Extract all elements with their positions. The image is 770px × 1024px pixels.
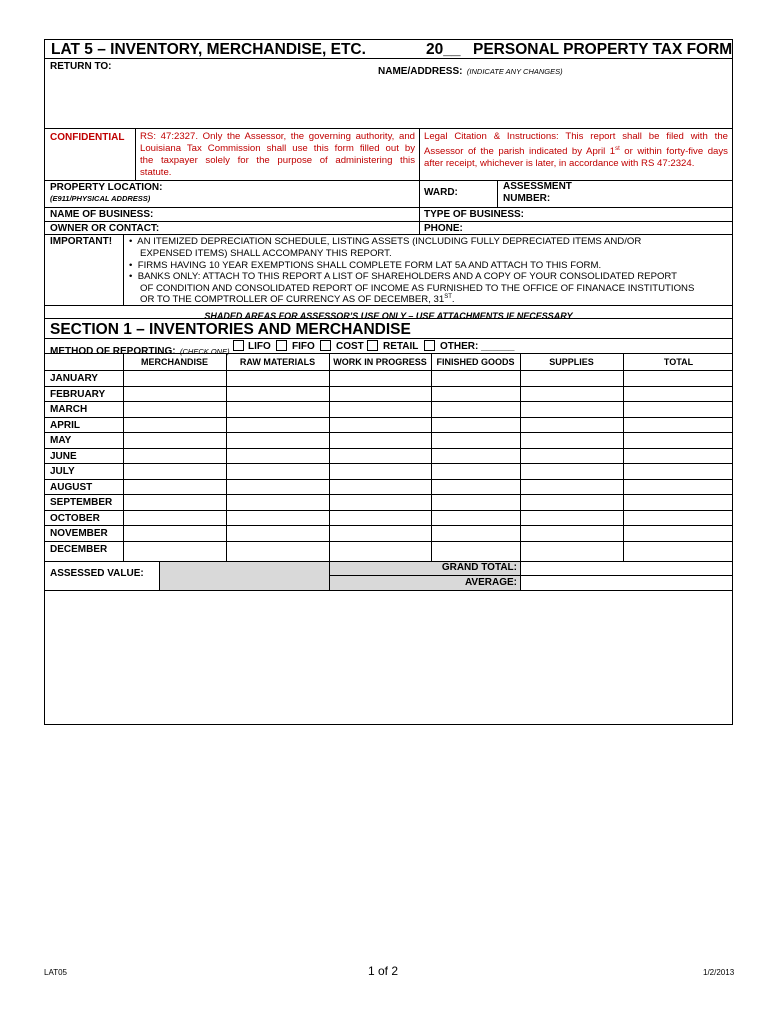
- shaded-areas-note: SHADED AREAS FOR ASSESSOR’S USE ONLY – USE ATTACHMENTS IF NECESSARY: [204, 311, 573, 321]
- bullet-3-cont: OF CONDITION AND CONSOLIDATED REPORT OF INCOME AS FURNISHED TO THE OFFICE OF FINANACE INSTITUTIONS: [140, 283, 695, 294]
- name-address-field[interactable]: [418, 74, 730, 128]
- form-title: LAT 5 – INVENTORY, MERCHANDISE, ETC.: [51, 41, 366, 58]
- legal-citation-text: Legal Citation & Instructions: This report shall be filed with the Assessor of the parish indicated by April 1st or within forty-five days after receipt, whichever is later, in accordance with RS 47:2324.: [424, 131, 728, 170]
- month-september: SEPTEMBER: [50, 497, 113, 508]
- col-work-in-progress: WORK IN PROGRESS: [333, 357, 427, 367]
- month-august: AUGUST: [50, 482, 93, 493]
- property-location-label: PROPERTY LOCATION:: [50, 182, 163, 193]
- assessment-number-label: NUMBER:: [503, 193, 551, 204]
- tax-form: [44, 39, 733, 725]
- form-year: 20__: [426, 41, 461, 58]
- form-code: LAT05: [44, 968, 67, 977]
- bullet-1-cont: EXPENSED ITEMS) SHALL ACCOMPANY THIS REPORT.: [140, 248, 392, 259]
- assessed-value-label: ASSESSED VALUE:: [50, 568, 144, 579]
- month-january: JANUARY: [50, 373, 98, 384]
- cost-label: COST: [336, 341, 364, 352]
- physical-address-note: (E911/PHYSICAL ADDRESS): [50, 194, 151, 203]
- lifo-label: LIFO: [248, 341, 271, 352]
- month-july: JULY: [50, 466, 75, 477]
- form-type-title: PERSONAL PROPERTY TAX FORM: [473, 41, 733, 58]
- bullet-2: • FIRMS HAVING 10 YEAR EXEMPTIONS SHALL COMPLETE FORM LAT 5A AND ATTACH TO THIS FORM.: [129, 260, 602, 271]
- return-to-field[interactable]: [47, 74, 417, 128]
- section-1-title: SECTION 1 – INVENTORIES AND MERCHANDISE: [50, 321, 411, 338]
- form-date: 1/2/2013: [703, 968, 735, 977]
- month-june: JUNE: [50, 451, 77, 462]
- business-name-label: NAME OF BUSINESS:: [50, 209, 154, 220]
- method-of-reporting: METHOD OF REPORTING: (CHECK ONE): [50, 346, 230, 357]
- owner-contact-label: OWNER OR CONTACT:: [50, 223, 160, 234]
- bullet-3-last: OR TO THE COMPTROLLER OF CURRENCY AS OF DECEMBER, 31ST.: [140, 294, 455, 306]
- month-march: MARCH: [50, 404, 88, 415]
- rs-statute-text: RS: 47:2327. Only the Assessor, the governing authority, and Louisiana Tax Commission shall use this form filled out by the taxpayer solely for the purpose of administering this statute.: [140, 131, 415, 178]
- fifo-checkbox[interactable]: [276, 340, 287, 351]
- average-label: AVERAGE:: [464, 577, 517, 588]
- phone-label: PHONE:: [424, 223, 463, 234]
- assessed-value-field[interactable]: [159, 561, 329, 590]
- return-to-label: RETURN TO:: [50, 61, 112, 72]
- important-label: IMPORTANT!: [50, 236, 113, 247]
- col-supplies: SUPPLIES: [549, 357, 594, 367]
- col-merchandise: MERCHANDISE: [140, 357, 208, 367]
- fifo-label: FIFO: [292, 341, 315, 352]
- confidential-label: CONFIDENTIAL: [50, 132, 125, 143]
- indicate-changes-note: (INDICATE ANY CHANGES): [466, 67, 563, 76]
- retail-label: RETAIL: [383, 341, 419, 352]
- other-checkbox[interactable]: [424, 340, 435, 351]
- cost-checkbox[interactable]: [320, 340, 331, 351]
- other-label: OTHER: ______: [440, 341, 515, 352]
- retail-checkbox[interactable]: [367, 340, 378, 351]
- average-field[interactable]: [521, 576, 733, 590]
- grand-total-field[interactable]: [521, 562, 733, 575]
- ward-label: WARD:: [424, 187, 458, 198]
- month-may: MAY: [50, 435, 72, 446]
- bullet-1: • AN ITEMIZED DEPRECIATION SCHEDULE, LISTING ASSETS (INCLUDING FULLY DEPRECIATED ITEMS AND/OR: [129, 236, 642, 247]
- business-type-label: TYPE OF BUSINESS:: [424, 209, 525, 220]
- bullet-3: • BANKS ONLY: ATTACH TO THIS REPORT A LIST OF SHAREHOLDERS AND A COPY OF YOUR CONSOLIDATED REPORT: [129, 271, 678, 282]
- grand-total-label: GRAND TOTAL:: [441, 562, 517, 573]
- col-total: TOTAL: [663, 357, 694, 367]
- col-raw-materials: RAW MATERIALS: [239, 357, 316, 367]
- month-april: APRIL: [50, 420, 80, 431]
- col-finished-goods: FINISHED GOODS: [436, 357, 515, 367]
- assessment-label: ASSESSMENT: [503, 181, 572, 192]
- month-february: FEBRUARY: [50, 389, 106, 400]
- page-number: 1 of 2: [368, 964, 399, 978]
- name-address-text: NAME/ADDRESS:: [378, 66, 463, 77]
- month-november: NOVEMBER: [50, 528, 108, 539]
- lifo-checkbox[interactable]: [233, 340, 244, 351]
- month-october: OCTOBER: [50, 513, 100, 524]
- month-december: DECEMBER: [50, 544, 108, 555]
